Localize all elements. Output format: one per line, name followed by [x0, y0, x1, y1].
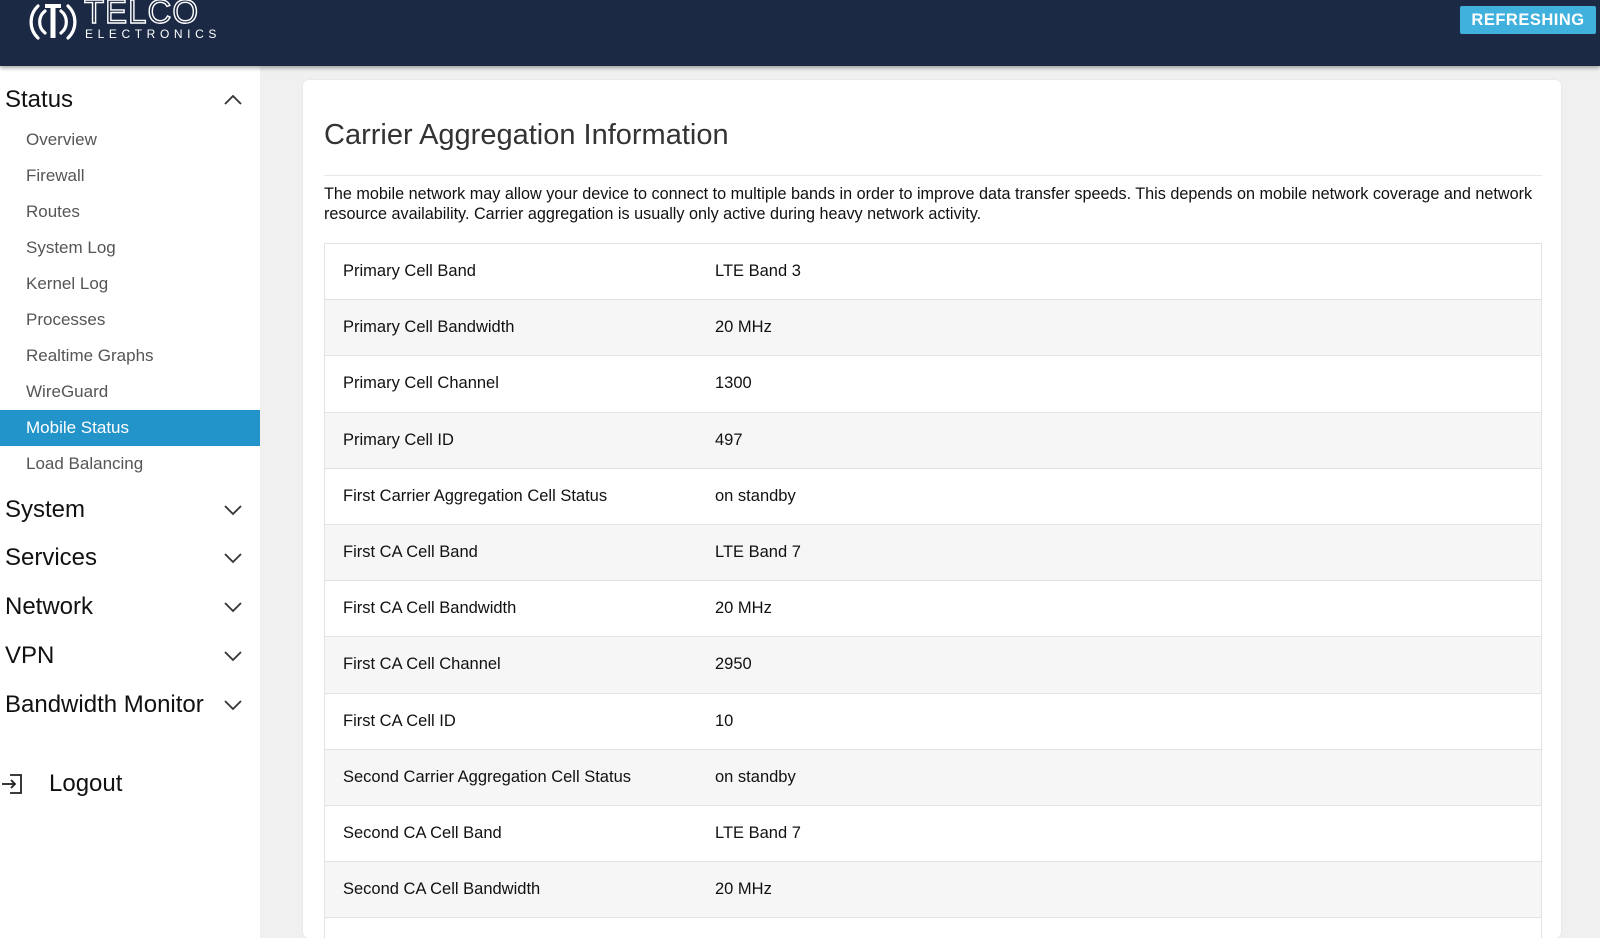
- table-row: [325, 581, 1541, 637]
- sidebar-section-network[interactable]: [0, 587, 260, 627]
- sidebar-item-kernel-log[interactable]: Kernel Log: [26, 274, 109, 293]
- row-key: Second CA Cell Band: [343, 823, 502, 842]
- sidebar-item-load-balancing[interactable]: Load Balancing: [26, 454, 144, 473]
- logout-label: Logout: [49, 770, 123, 797]
- sidebar-item-overview[interactable]: Overview: [26, 130, 97, 149]
- table-row: [325, 862, 1541, 918]
- sidebar-section-vpn[interactable]: [0, 636, 260, 676]
- row-key: Primary Cell Bandwidth: [343, 318, 515, 337]
- chevron-down-icon: [224, 650, 242, 662]
- chevron-down-icon: [224, 601, 242, 613]
- table-row: [325, 413, 1541, 469]
- table-row: [325, 637, 1541, 693]
- chevron-down-icon: [224, 504, 242, 516]
- sidebar-section-status[interactable]: [0, 80, 260, 120]
- main-content-card: [303, 80, 1561, 938]
- row-key: First Carrier Aggregation Cell Status: [343, 486, 608, 505]
- row-key: Primary Cell ID: [343, 430, 454, 449]
- chevron-down-icon: [224, 699, 242, 711]
- sidebar-item-realtime-graphs[interactable]: Realtime Graphs: [26, 346, 154, 365]
- row-key: Primary Cell Channel: [343, 374, 499, 393]
- title-divider: [324, 175, 1542, 176]
- row-value: 20 MHz: [715, 880, 772, 899]
- row-value: 497: [715, 430, 743, 449]
- sidebar-item-mobile-status[interactable]: Mobile Status: [0, 410, 260, 446]
- row-value: 1300: [715, 374, 752, 393]
- antenna-logo-icon: [28, 0, 78, 42]
- sidebar-section-label: VPN: [5, 642, 55, 669]
- row-value: on standby: [715, 486, 796, 505]
- sidebar-section-services[interactable]: [0, 538, 260, 578]
- row-key: Second Carrier Aggregation Cell Status: [343, 767, 631, 786]
- row-key: Primary Cell Band: [343, 262, 476, 281]
- table-row: [325, 300, 1541, 356]
- row-value: LTE Band 7: [715, 543, 801, 562]
- refreshing-status-badge[interactable]: REFRESHING: [1460, 6, 1596, 34]
- sidebar-item-firewall[interactable]: Firewall: [26, 166, 85, 185]
- chevron-up-icon: [224, 94, 242, 106]
- table-row: [325, 918, 1541, 938]
- row-value: 20 MHz: [715, 318, 772, 337]
- row-key: Second CA Cell Bandwidth: [343, 880, 541, 899]
- page-description: The mobile network may allow your device to connect to multiple bands in order to improve data transfer speeds. This depends on mobile network coverage and network resource availability. Carrier aggregation is usually only active during heavy network activity.: [324, 185, 1533, 223]
- sidebar-item-wireguard[interactable]: WireGuard: [26, 382, 109, 401]
- sidebar-section-label: Network: [5, 593, 94, 620]
- table-row: [325, 244, 1541, 300]
- sidebar-section-label: Bandwidth Monitor: [5, 691, 204, 718]
- chevron-down-icon: [224, 552, 242, 564]
- sidebar-section-system[interactable]: [0, 490, 260, 530]
- row-key: First CA Cell Bandwidth: [343, 599, 517, 618]
- row-value: on standby: [715, 767, 796, 786]
- brand-name: TELCO: [84, 0, 200, 30]
- row-value: LTE Band 3: [715, 262, 801, 281]
- table-row: [325, 356, 1541, 412]
- carrier-aggregation-table: [324, 243, 1542, 938]
- row-value: 10: [715, 711, 734, 730]
- table-row: [325, 525, 1541, 581]
- sidebar-item-routes[interactable]: Routes: [26, 202, 80, 221]
- sidebar-section-label: System: [5, 496, 86, 523]
- brand-subtitle: ELECTRONICS: [85, 27, 221, 41]
- row-key: First CA Cell ID: [343, 711, 456, 730]
- table-row: [325, 694, 1541, 750]
- logout-button[interactable]: [0, 766, 122, 802]
- table-row: [325, 750, 1541, 806]
- page-title: Carrier Aggregation Information: [324, 119, 729, 151]
- sidebar-section-bandwidth-monitor[interactable]: [0, 685, 260, 725]
- table-row: [325, 806, 1541, 862]
- sidebar-section-label: Status: [5, 86, 74, 113]
- row-value: 2950: [715, 655, 752, 674]
- sidebar-item-processes[interactable]: Processes: [26, 310, 106, 329]
- sidebar-section-label: Services: [5, 544, 98, 571]
- row-key: First CA Cell Band: [343, 543, 478, 562]
- row-key: First CA Cell Channel: [343, 655, 501, 674]
- sidebar-item-system-log[interactable]: System Log: [26, 238, 116, 257]
- logout-icon: [1, 773, 23, 795]
- top-header: [0, 0, 1600, 66]
- table-row: [325, 469, 1541, 525]
- row-value: LTE Band 7: [715, 823, 801, 842]
- sidebar: [0, 66, 260, 938]
- row-value: 20 MHz: [715, 599, 772, 618]
- brand-logo[interactable]: [28, 0, 221, 44]
